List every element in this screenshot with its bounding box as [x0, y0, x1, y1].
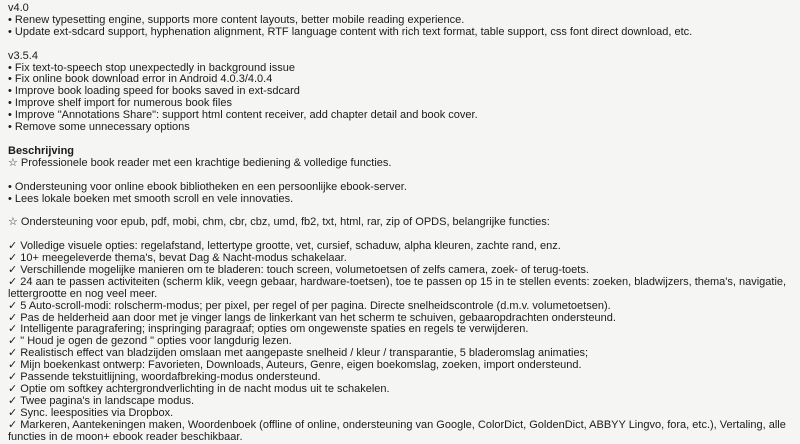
line-bullet: • Remove some unnecessary options: [8, 121, 190, 134]
line-check: ✓ Volledige visuele opties: regelafstand, lettertype grootte, vet, cursief, schaduw, alpha kleuren, zachte rand, enz.: [8, 240, 561, 253]
line-blank: [8, 170, 792, 182]
line-check: ✓ Twee pagina's in landscape modus.: [8, 394, 195, 407]
line-check: ✓ Pas de helderheid aan door met je vinger langs de linkerkant van het scherm te schuiven, gebaaropdrachten ondersteund.: [8, 311, 616, 324]
line-check: ✓ Markeren, Aantekeningen maken, Woordenboek (offline of online, ondersteuning van Google, ColorDict, GoldenDict, ABBYY Lingvo, fora, etc.), Vertaling, alle functies in de moon+ ebook reader beschikbaar.: [8, 418, 789, 443]
line-check: ✓ Realistisch effect van bladzijden omslaan met aangepaste snelheid / kleur / transparantie, 5 bladeromslag animaties;: [8, 347, 589, 360]
line-heading: Beschrijving: [8, 144, 75, 157]
line-check: ✓ Passende tekstuitlijning, woordafbreking-modus ondersteund.: [8, 371, 321, 384]
line-check: ✓ 24 aan te passen activiteiten (scherm klik, veegn gebaar, hardware-toetsen), toe te passen op 15 in te stellen events: zoeken, bladwijzers, thema's, navigatie, lettergrootte en nog veel meer.: [8, 275, 790, 300]
changelog-body: [8, 3, 792, 444]
line-check: ✓ Sync. leesposities via Dropbox.: [8, 406, 174, 419]
line-check: ✓ Verschillende mogelijke manieren om te bladeren: touch screen, volumetoetsen of zelfs camera, zoek- of terug-toets.: [8, 263, 589, 276]
line-star: ☆ Professionele book reader met een krachtige bediening & volledige functies.: [8, 156, 392, 169]
line-check: ✓ Intelligente paragrafering; inspringing paragraaf; opties om ongewenste spaties en regels te verwijderen.: [8, 323, 529, 336]
line-bullet: • Lees lokale boeken met smooth scroll en vele innovaties.: [8, 192, 294, 205]
line-bullet: • Renew typesetting engine, supports more content layouts, better mobile reading experience.: [8, 13, 465, 26]
line-check: ✓ Mijn boekenkast ontwerp: Favorieten, Downloads, Auteurs, Genre, eigen boekomslag, zoeken, import ondersteund.: [8, 359, 582, 372]
line-blank: [8, 39, 792, 51]
line-star: ☆ Ondersteuning voor epub, pdf, mobi, chm, cbr, cbz, umd, fb2, txt, html, rar, zip of OPDS, belangrijke functies:: [8, 216, 550, 229]
line-bullet: • Improve book loading speed for books saved in ext-sdcard: [8, 85, 300, 98]
line-bullet: • Improve "Annotations Share": support html content receiver, add chapter detail and book cover.: [8, 109, 478, 122]
line-bullet: • Update ext-sdcard support, hyphenation alignment, RTF language content with rich text format, table support, css font direct download, etc.: [8, 25, 693, 38]
line-blank: [8, 134, 792, 146]
line-check: ✓ " Houd je ogen de gezond " opties voor langdurig lezen.: [8, 335, 292, 348]
line-check: ✓ Optie om softkey achtergrondverlichting in de nacht modus uit te schakelen.: [8, 383, 390, 395]
line-plain: v3.5.4: [8, 49, 38, 62]
line-check: ✓ 10+ meegeleverde thema's, bevat Dag & Nacht-modus schakelaar.: [8, 252, 347, 265]
line-plain: v4.0: [8, 2, 29, 14]
line-bullet: • Fix online book download error in Android 4.0.3/4.0.4: [8, 73, 273, 86]
line-bullet: • Improve shelf import for numerous book files: [8, 97, 232, 110]
line-check: ✓ 5 Auto-scroll-modi: rolscherm-modus; per pixel, per regel of per pagina. Directe snelheidscontrole (d.m.v. volumetoetsen).: [8, 299, 611, 312]
line-bullet: • Fix text-to-speech stop unexpectedly in background issue: [8, 61, 295, 74]
line-bullet: • Ondersteuning voor online ebook bibliotheken en een persoonlijke ebook-server.: [8, 180, 407, 193]
